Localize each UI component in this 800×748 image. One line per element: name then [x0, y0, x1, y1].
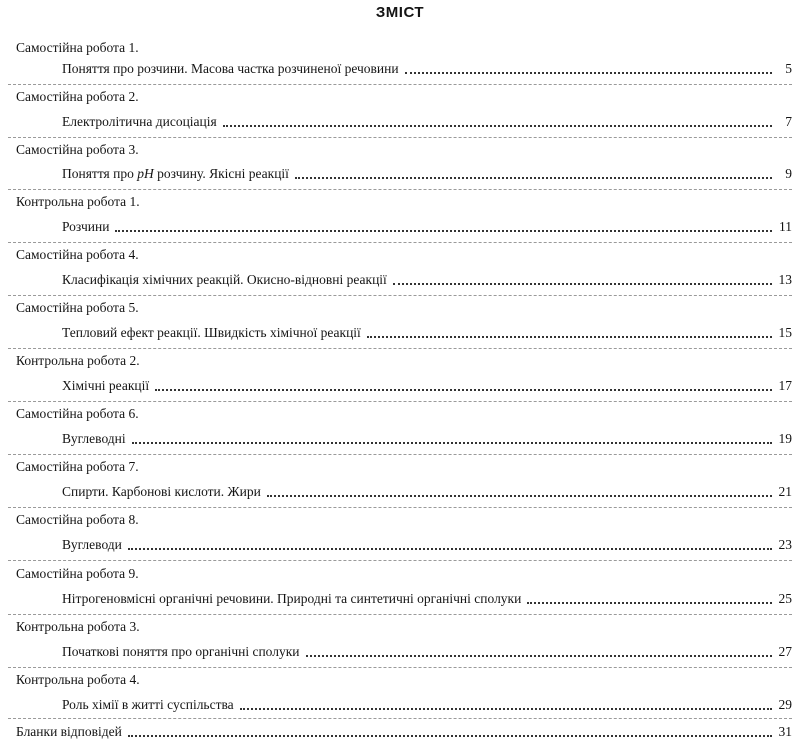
toc-heading: Самостійна робота 8.	[16, 512, 139, 527]
toc-page-number: 13	[778, 272, 792, 287]
toc-entry-title: Хімічні реакції	[62, 378, 150, 393]
toc-entry-title: Поняття про розчини. Масова частка розчиненої речовини	[62, 61, 399, 76]
toc-page-number: 7	[785, 114, 792, 129]
toc-entry[interactable]	[62, 697, 792, 713]
toc-heading: Самостійна робота 9.	[16, 566, 139, 581]
toc-entry-title: Роль хімії в житті суспільства	[62, 697, 234, 712]
toc-entry-title: Нітрогеновмісні органічні речовини. Природні та синтетичні органічні сполуки	[62, 591, 522, 606]
section-divider	[8, 137, 792, 138]
toc-entry-answer-sheets[interactable]	[16, 724, 792, 740]
toc-heading: Контрольна робота 2.	[16, 353, 140, 368]
dot-leader	[367, 336, 772, 338]
toc-heading: Контрольна робота 1.	[16, 194, 140, 209]
dot-leader	[240, 708, 772, 710]
toc-heading: Самостійна робота 6.	[16, 406, 139, 421]
dot-leader	[155, 389, 772, 391]
toc-entry-title: Вуглеводи	[62, 537, 122, 552]
toc-page-number: 29	[778, 697, 792, 712]
dot-leader	[295, 177, 772, 179]
toc-page-number: 23	[778, 537, 792, 552]
section-divider	[8, 667, 792, 668]
toc-entry[interactable]	[62, 325, 792, 341]
section-divider	[8, 242, 792, 243]
section-divider	[8, 84, 792, 85]
section-divider	[8, 401, 792, 402]
section-divider	[8, 560, 792, 561]
dot-leader	[128, 548, 772, 550]
section-divider	[8, 718, 792, 719]
toc-heading: Самостійна робота 2.	[16, 89, 139, 104]
toc-page-number: 9	[785, 166, 792, 181]
toc-entry[interactable]	[62, 537, 792, 553]
toc-entry[interactable]	[62, 484, 792, 500]
toc-entry-title: Спирти. Карбонові кислоти. Жири	[62, 484, 261, 499]
section-divider	[8, 348, 792, 349]
toc-entry[interactable]	[62, 219, 792, 235]
dot-leader	[267, 495, 772, 497]
section-divider	[8, 454, 792, 455]
toc-page-number: 27	[778, 644, 792, 659]
toc-entry[interactable]	[62, 272, 792, 288]
toc-heading: Самостійна робота 4.	[16, 247, 139, 262]
toc-entry-title: Класифікація хімічних реакцій. Окисно-відновні реакції	[62, 272, 387, 287]
toc-heading: Контрольна робота 3.	[16, 619, 140, 634]
section-divider	[8, 189, 792, 190]
section-divider	[8, 614, 792, 615]
toc-entry[interactable]	[62, 61, 792, 77]
toc-page-number: 17	[778, 378, 792, 393]
dot-leader	[132, 442, 772, 444]
toc-entry[interactable]	[62, 644, 792, 660]
toc-entry[interactable]	[62, 166, 792, 182]
toc-entry-title: Початкові поняття про органічні сполуки	[62, 644, 300, 659]
toc-entry-title: Поняття про pH розчину. Якісні реакції	[62, 166, 289, 181]
toc-entry[interactable]	[62, 431, 792, 447]
toc-entry[interactable]	[62, 591, 792, 607]
toc-entry[interactable]	[62, 114, 792, 130]
toc-page-number: 15	[778, 325, 792, 340]
page-title: ЗМІСТ	[375, 4, 425, 21]
toc-entry-title: Бланки відповідей	[16, 724, 122, 739]
toc-heading: Самостійна робота 5.	[16, 300, 139, 315]
toc-heading: Самостійна робота 1.	[16, 40, 139, 55]
dot-leader	[527, 602, 772, 604]
toc-heading: Контрольна робота 4.	[16, 672, 140, 687]
toc-entry-title: Вуглеводні	[62, 431, 126, 446]
section-divider	[8, 295, 792, 296]
dot-leader	[393, 283, 772, 285]
section-divider	[8, 507, 792, 508]
toc-page-number: 21	[778, 484, 792, 499]
dot-leader	[405, 72, 772, 74]
dot-leader	[223, 125, 772, 127]
toc-heading: Самостійна робота 7.	[16, 459, 139, 474]
toc-page-number: 19	[778, 431, 792, 446]
toc-heading: Самостійна робота 3.	[16, 142, 139, 157]
toc-entry-title: Розчини	[62, 219, 110, 234]
dot-leader	[115, 230, 772, 232]
toc-page-number: 11	[779, 219, 792, 234]
ph-symbol: pH	[137, 166, 154, 181]
toc-entry-title: Електролітична дисоціація	[62, 114, 217, 129]
toc-entry-title: Тепловий ефект реакції. Швидкість хімічної реакції	[62, 325, 361, 340]
dot-leader	[306, 655, 772, 657]
toc-entry[interactable]	[62, 378, 792, 394]
toc-page-number: 5	[785, 61, 792, 76]
dot-leader	[128, 735, 772, 737]
toc-page-number: 31	[778, 724, 792, 739]
toc-page-number: 25	[778, 591, 792, 606]
